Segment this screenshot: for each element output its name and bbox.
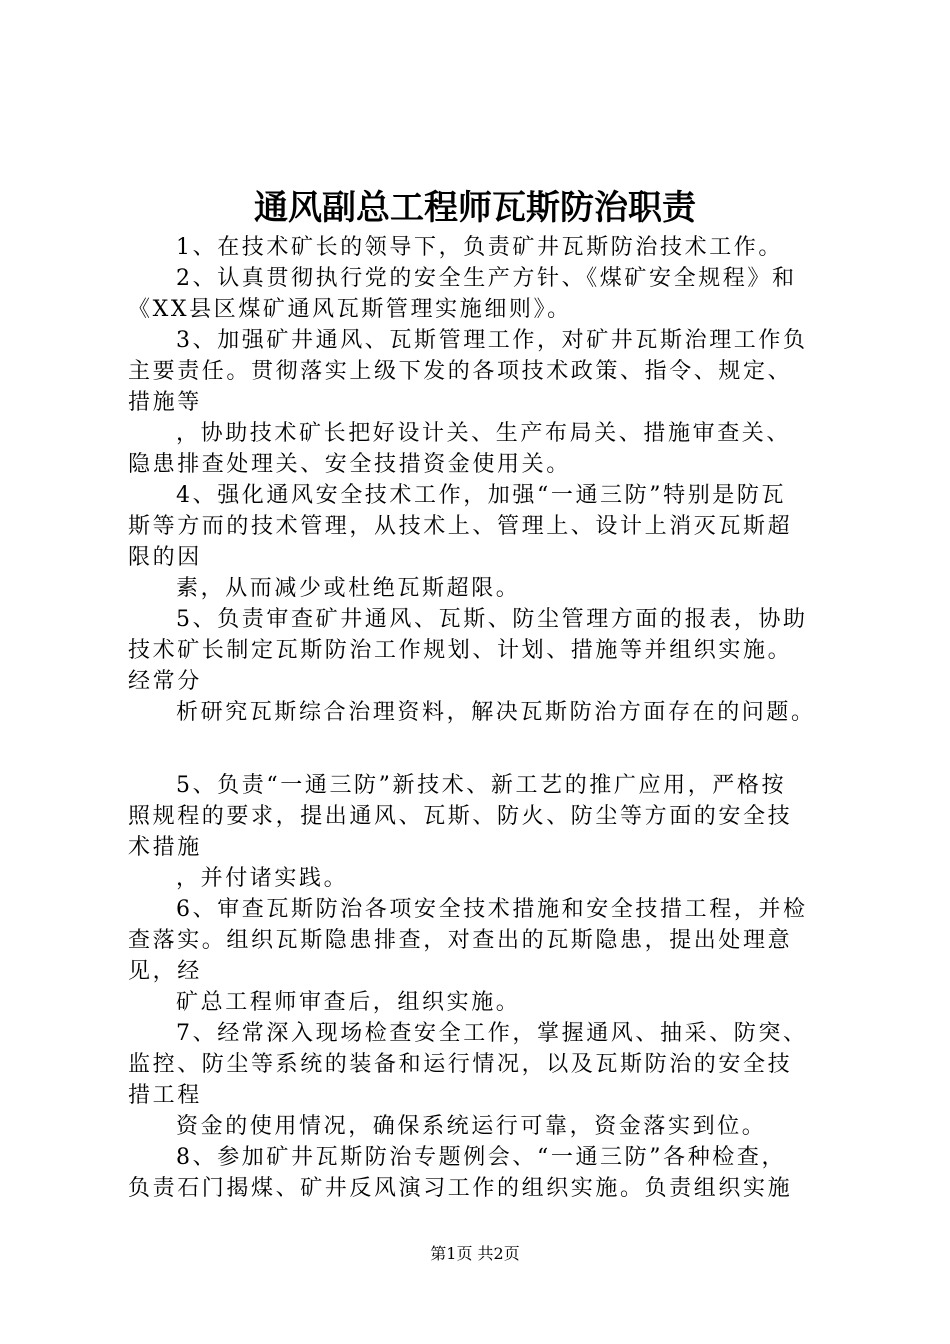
body-line: 限的因 — [128, 545, 202, 570]
body-line: 1、在技术矿长的领导下，负责矿井瓦斯防治技术工作。 — [176, 235, 783, 260]
body-line: 矿总工程师审查后，组织实施。 — [176, 990, 521, 1015]
page-number-footer: 第1页 共2页 — [430, 1244, 520, 1263]
body-line: 术措施 — [128, 835, 202, 860]
body-line: 斯等方而的技术管理，从技术上、管理上、设计上消灭瓦斯超 — [128, 514, 793, 539]
body-line: 负责石门揭煤、矿井反风演习工作的组织实施。负责组织实施 — [128, 1176, 793, 1201]
body-line: 技术矿长制定瓦斯防治工作规划、计划、措施等并组织实施。 — [128, 638, 793, 663]
body-line: 照规程的要求，提出通风、瓦斯、防火、防尘等方面的安全技 — [128, 804, 793, 829]
body-line: 7、经常深入现场检查安全工作，掌握通风、抽采、防突、 — [176, 1021, 808, 1046]
blank-line — [128, 728, 832, 770]
body-line: 素，从而减少或杜绝瓦斯超限。 — [176, 576, 521, 601]
body-line: 见，经 — [128, 959, 202, 984]
body-line: 主要责任。贯彻落实上级下发的各项技术政策、指令、规定、 — [128, 359, 793, 384]
body-line: 析研究瓦斯综合治理资料，解决瓦斯防治方面存在的问题。 — [176, 700, 816, 725]
body-line: 4、强化通风安全技术工作，加强“一通三防”特别是防瓦 — [176, 483, 787, 508]
body-line: ，并付诸实践。 — [176, 866, 349, 891]
body-line: 监控、防尘等系统的装备和运行情况，以及瓦斯防治的安全技 — [128, 1052, 793, 1077]
body-line: 8、参加矿井瓦斯防治专题例会、“一通三防”各种检查， — [176, 1145, 787, 1170]
body-line: 6、审查瓦斯防治各项安全技术措施和安全技措工程，并检 — [176, 897, 808, 922]
body-line: 《XX县区煤矿通风瓦斯管理实施细则》。 — [128, 297, 572, 322]
body-line: 查落实。组织瓦斯隐患排查，对查出的瓦斯隐患，提出处理意 — [128, 928, 793, 953]
body-line: ，协助技术矿长把好设计关、生产布局关、措施审查关、 — [176, 421, 792, 446]
body-line: 经常分 — [128, 669, 202, 694]
body-line: 2、认真贯彻执行党的安全生产方针、《煤矿安全规程》和 — [176, 266, 797, 291]
body-line: 资金的使用情况，确保系统运行可靠，资金落实到位。 — [176, 1114, 767, 1139]
body-line: 措施等 — [128, 390, 202, 415]
body-line: 3、加强矿井通风、瓦斯管理工作，对矿井瓦斯治理工作负 — [176, 328, 808, 353]
document-title: 通风副总工程师瓦斯防治职责 — [254, 188, 696, 228]
document-body — [128, 232, 832, 1204]
body-line: 5、负责审查矿井通风、瓦斯、防尘管理方面的报表，协助 — [176, 607, 808, 632]
body-line: 措工程 — [128, 1083, 202, 1108]
body-line: 隐患排查处理关、安全技措资金使用关。 — [128, 452, 571, 477]
body-line: 5、负责“一通三防”新技术、新工艺的推广应用，严格按 — [176, 773, 787, 798]
